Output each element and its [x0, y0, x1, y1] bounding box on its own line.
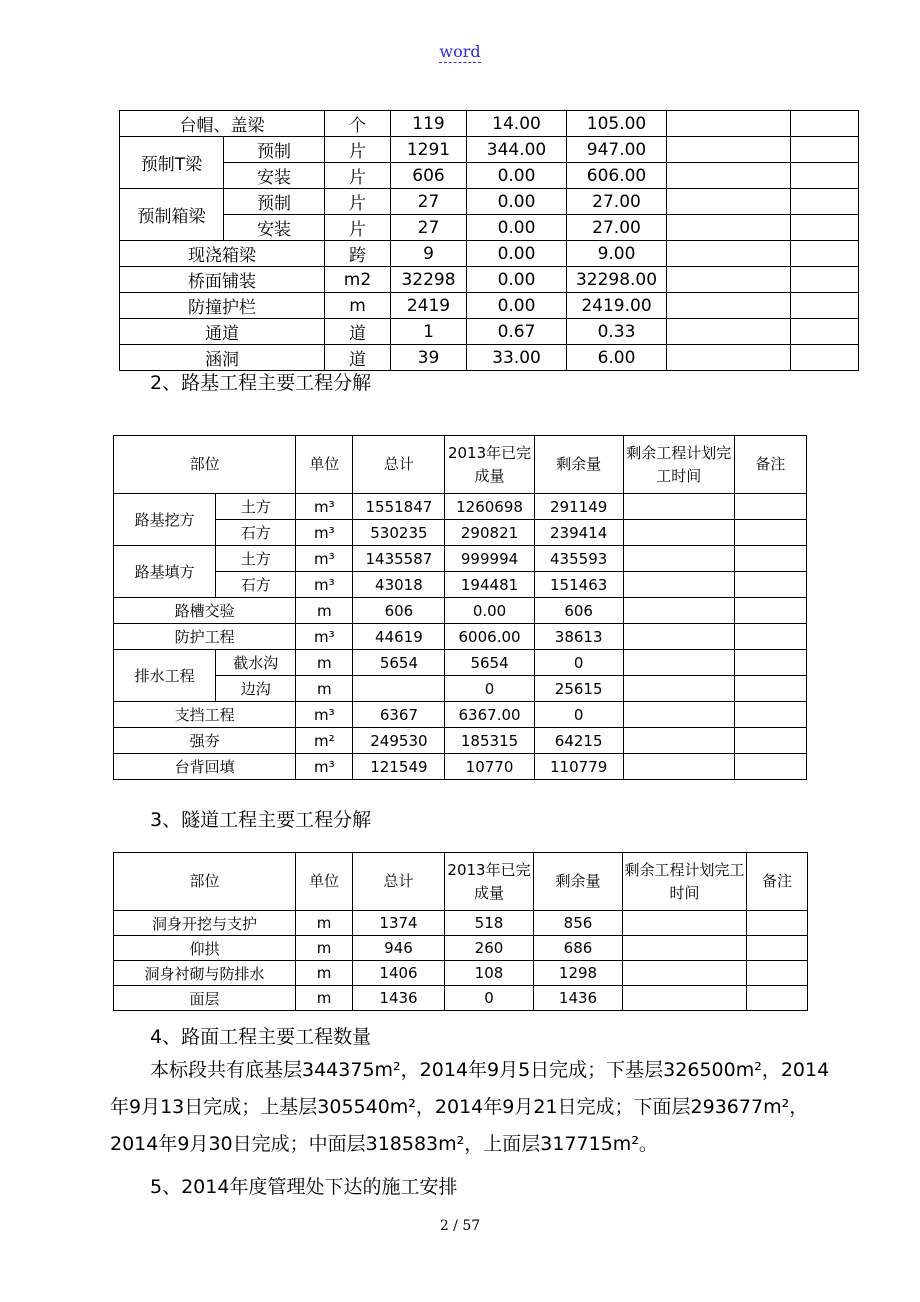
cell: [623, 936, 747, 961]
cell: 6.00: [567, 345, 667, 371]
cell: 路基填方: [114, 546, 216, 598]
cell: [734, 728, 806, 754]
cell: 0.00: [467, 241, 567, 267]
cell: [791, 189, 859, 215]
cell: [734, 546, 806, 572]
cell: [623, 911, 747, 936]
cell: 现浇箱梁: [120, 241, 325, 267]
table-header-row: [114, 436, 807, 494]
cell: 0.00: [467, 163, 567, 189]
cell: 预制T梁: [120, 137, 224, 189]
cell: 0.00: [467, 215, 567, 241]
page-number: 2 / 57: [439, 1218, 481, 1234]
header-cell: 2013年已完成量: [445, 436, 534, 494]
cell: 预制箱梁: [120, 189, 224, 241]
cell: 0: [534, 650, 623, 676]
cell: m2: [325, 267, 391, 293]
cell: 9.00: [567, 241, 667, 267]
cell: [734, 754, 806, 780]
cell: 强夯: [114, 728, 296, 754]
cell: [734, 598, 806, 624]
cell: [623, 754, 734, 780]
cell: 291149: [534, 494, 623, 520]
cell: [623, 598, 734, 624]
cell: 344.00: [467, 137, 567, 163]
table-row: [114, 702, 807, 728]
cell: 686: [534, 936, 623, 961]
cell: 606: [353, 598, 445, 624]
cell: 0: [445, 676, 534, 702]
table-row: [120, 319, 859, 345]
table-row: [120, 111, 859, 137]
cell: 2419.00: [567, 293, 667, 319]
cell: 856: [534, 911, 623, 936]
cell: m³: [296, 494, 353, 520]
cell: 0.00: [467, 267, 567, 293]
cell: [791, 111, 859, 137]
cell: 38613: [534, 624, 623, 650]
header-cell: 总计: [353, 436, 445, 494]
subgrade-works-table: [113, 435, 807, 780]
cell: 通道: [120, 319, 325, 345]
table-header-row: [114, 853, 808, 911]
cell: [667, 267, 791, 293]
cell: 1260698: [445, 494, 534, 520]
cell: m: [325, 293, 391, 319]
cell: 0.00: [445, 598, 534, 624]
cell: 1436: [534, 986, 623, 1011]
cell: [667, 293, 791, 319]
cell: 33.00: [467, 345, 567, 371]
cell: [623, 650, 734, 676]
cell: m³: [296, 754, 353, 780]
table-row: [120, 345, 859, 371]
cell: 27: [391, 215, 467, 241]
cell: 1: [391, 319, 467, 345]
cell: 1298: [534, 961, 623, 986]
header-cell: 剩余工程计划完工时间: [623, 436, 734, 494]
cell: 110779: [534, 754, 623, 780]
cell: [623, 702, 734, 728]
tunnel-works-table: [113, 852, 808, 1011]
cell: [791, 215, 859, 241]
table-row: [120, 215, 859, 241]
cell: 32298.00: [567, 267, 667, 293]
cell: 27: [391, 189, 467, 215]
cell: 239414: [534, 520, 623, 546]
table-row: [114, 676, 807, 702]
cell: 道: [325, 319, 391, 345]
cell: [734, 520, 806, 546]
cell: 仰拱: [114, 936, 296, 961]
cell: [791, 241, 859, 267]
cell: 边沟: [216, 676, 296, 702]
cell: [791, 163, 859, 189]
cell: m²: [296, 728, 353, 754]
cell: [734, 650, 806, 676]
header-cell: 备注: [747, 853, 808, 911]
cell: [791, 293, 859, 319]
cell: 606.00: [567, 163, 667, 189]
cell: [623, 961, 747, 986]
cell: [791, 345, 859, 371]
cell: 121549: [353, 754, 445, 780]
cell: 预制: [224, 137, 325, 163]
cell: 防护工程: [114, 624, 296, 650]
table-row: [114, 728, 807, 754]
cell: m³: [296, 624, 353, 650]
table-row: [114, 624, 807, 650]
cell: 面层: [114, 986, 296, 1011]
cell: m: [296, 936, 353, 961]
cell: 435593: [534, 546, 623, 572]
cell: 洞身开挖与支护: [114, 911, 296, 936]
cell: 片: [325, 189, 391, 215]
cell: m: [296, 961, 353, 986]
cell: 0: [445, 986, 534, 1011]
cell: [791, 319, 859, 345]
table-row: [114, 546, 807, 572]
cell: 土方: [216, 494, 296, 520]
cell: 涵洞: [120, 345, 325, 371]
cell: [734, 676, 806, 702]
cell: 0.67: [467, 319, 567, 345]
cell: 25615: [534, 676, 623, 702]
cell: 105.00: [567, 111, 667, 137]
cell: 185315: [445, 728, 534, 754]
cell: 530235: [353, 520, 445, 546]
cell: 27.00: [567, 189, 667, 215]
cell: [747, 936, 808, 961]
cell: [747, 961, 808, 986]
header-cell: 2013年已完成量: [445, 853, 534, 911]
cell: m³: [296, 520, 353, 546]
cell: 9: [391, 241, 467, 267]
cell: 151463: [534, 572, 623, 598]
table-row: [114, 936, 808, 961]
header-cell: 总计: [353, 853, 445, 911]
cell: 台背回填: [114, 754, 296, 780]
cell: 946: [353, 936, 445, 961]
header-cell: 剩余量: [534, 853, 623, 911]
cell: [623, 986, 747, 1011]
cell: [623, 728, 734, 754]
header-cell: 剩余工程计划完工时间: [623, 853, 747, 911]
cell: 0: [534, 702, 623, 728]
cell: 194481: [445, 572, 534, 598]
cell: 防撞护栏: [120, 293, 325, 319]
cell: 排水工程: [114, 650, 216, 702]
cell: 6367: [353, 702, 445, 728]
table-row: [120, 137, 859, 163]
cell: m: [296, 986, 353, 1011]
cell: 290821: [445, 520, 534, 546]
cell: 1406: [353, 961, 445, 986]
cell: [623, 624, 734, 650]
header-link[interactable]: word: [439, 42, 481, 61]
table-row: [114, 986, 808, 1011]
cell: 片: [325, 137, 391, 163]
cell: 27.00: [567, 215, 667, 241]
pavement-paragraph: 本标段共有底基层344375m²，2014年9月5日完成；下基层326500m²，2014年9月13日完成；上基层305540m²，2014年9月21日完成；下面层293677m²，2014年9月30日完成；中面层318583m²，上面层317715m²。: [110, 1059, 830, 1155]
header-cell: 单位: [296, 853, 353, 911]
cell: m³: [296, 702, 353, 728]
header-cell: 备注: [734, 436, 806, 494]
table-row: [114, 650, 807, 676]
cell: 0.33: [567, 319, 667, 345]
cell: 43018: [353, 572, 445, 598]
cell: [353, 676, 445, 702]
cell: 1551847: [353, 494, 445, 520]
cell: [734, 494, 806, 520]
table-row: [114, 754, 807, 780]
cell: 947.00: [567, 137, 667, 163]
cell: [734, 624, 806, 650]
cell: m: [296, 650, 353, 676]
cell: [623, 494, 734, 520]
cell: [667, 163, 791, 189]
cell: 桥面铺装: [120, 267, 325, 293]
cell: 片: [325, 215, 391, 241]
cell: 1374: [353, 911, 445, 936]
page-header[interactable]: [0, 42, 920, 61]
cell: 108: [445, 961, 534, 986]
cell: [667, 189, 791, 215]
header-cell: 部位: [114, 436, 296, 494]
cell: [667, 241, 791, 267]
cell: [623, 572, 734, 598]
table-row: [120, 163, 859, 189]
cell: 预制: [224, 189, 325, 215]
cell: [667, 137, 791, 163]
section-4-title: 4、路面工程主要工程数量: [150, 1026, 372, 1048]
table-row: [114, 598, 807, 624]
section-5-title: 5、2014年度管理处下达的施工安排: [150, 1176, 458, 1198]
cell: [791, 267, 859, 293]
cell: 518: [445, 911, 534, 936]
cell: m³: [296, 572, 353, 598]
cell: 道: [325, 345, 391, 371]
cell: 台帽、盖梁: [120, 111, 325, 137]
table-row: [114, 961, 808, 986]
cell: 跨: [325, 241, 391, 267]
cell: 999994: [445, 546, 534, 572]
table-row: [114, 911, 808, 936]
cell: 6006.00: [445, 624, 534, 650]
cell: 5654: [445, 650, 534, 676]
cell: 路槽交验: [114, 598, 296, 624]
cell: [623, 546, 734, 572]
cell: [667, 319, 791, 345]
cell: 洞身衬砌与防排水: [114, 961, 296, 986]
cell: 260: [445, 936, 534, 961]
cell: 路基挖方: [114, 494, 216, 546]
cell: [623, 520, 734, 546]
cell: 6367.00: [445, 702, 534, 728]
cell: 土方: [216, 546, 296, 572]
cell: 39: [391, 345, 467, 371]
cell: [623, 676, 734, 702]
table-row: [120, 267, 859, 293]
cell: 32298: [391, 267, 467, 293]
cell: m: [296, 676, 353, 702]
table-row: [114, 494, 807, 520]
cell: m: [296, 598, 353, 624]
cell: 606: [534, 598, 623, 624]
cell: 个: [325, 111, 391, 137]
table-row: [120, 293, 859, 319]
cell: [747, 911, 808, 936]
cell: 0.00: [467, 293, 567, 319]
cell: m³: [296, 546, 353, 572]
cell: [667, 111, 791, 137]
header-cell: 部位: [114, 853, 296, 911]
cell: 截水沟: [216, 650, 296, 676]
cell: 石方: [216, 520, 296, 546]
cell: 249530: [353, 728, 445, 754]
section-2-title: 2、路基工程主要工程分解: [150, 372, 372, 394]
cell: 5654: [353, 650, 445, 676]
cell: 606: [391, 163, 467, 189]
cell: 安装: [224, 215, 325, 241]
table-row: [120, 189, 859, 215]
cell: [734, 702, 806, 728]
header-cell: 单位: [296, 436, 353, 494]
table-row: [114, 520, 807, 546]
header-cell: 剩余量: [534, 436, 623, 494]
cell: 安装: [224, 163, 325, 189]
table-row: [114, 572, 807, 598]
cell: 0.00: [467, 189, 567, 215]
cell: m: [296, 911, 353, 936]
cell: 44619: [353, 624, 445, 650]
cell: 119: [391, 111, 467, 137]
cell: 64215: [534, 728, 623, 754]
cell: 1435587: [353, 546, 445, 572]
cell: 支挡工程: [114, 702, 296, 728]
bridge-works-table: [119, 110, 859, 371]
section-3-title: 3、隧道工程主要工程分解: [150, 809, 372, 831]
cell: 石方: [216, 572, 296, 598]
cell: 10770: [445, 754, 534, 780]
cell: 2419: [391, 293, 467, 319]
cell: [667, 345, 791, 371]
cell: 片: [325, 163, 391, 189]
cell: [791, 137, 859, 163]
cell: 1436: [353, 986, 445, 1011]
table-row: [120, 241, 859, 267]
cell: 14.00: [467, 111, 567, 137]
cell: [667, 215, 791, 241]
cell: [734, 572, 806, 598]
cell: 1291: [391, 137, 467, 163]
cell: [747, 986, 808, 1011]
